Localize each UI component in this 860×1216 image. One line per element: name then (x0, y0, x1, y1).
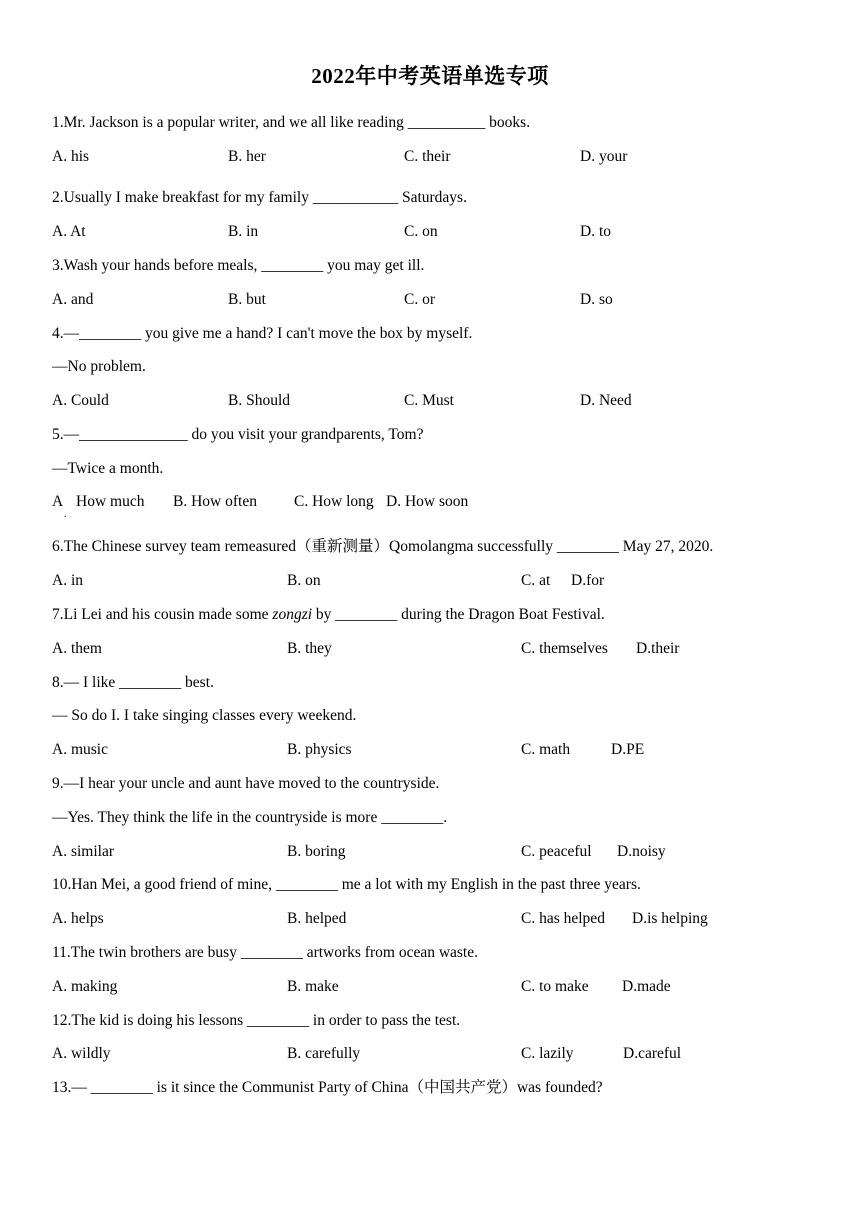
q7-stem-italic-word: zongzi (272, 606, 313, 623)
q4-option-b: B. Should (228, 392, 291, 409)
q4-option-c: C. Must (404, 392, 454, 409)
q11-option-b: B. make (287, 978, 339, 995)
q5-option-d: D. How soon (386, 493, 469, 510)
q7-stem-part-2: by ________ during the Dragon Boat Festival. (312, 606, 605, 623)
question-5-reply: —Twice a month. (52, 460, 164, 477)
q2-option-d: D. to (580, 223, 611, 240)
question-5-stem: 5.—______________ do you visit your grandparents, Tom? (52, 426, 424, 443)
q3-option-d: D. so (580, 291, 613, 308)
question-4-reply: —No problem. (52, 358, 146, 375)
question-6-stem: 6.The Chinese survey team remeasured（重新测量）Qomolangma successfully ________ May 27, 2020. (52, 538, 714, 555)
q11-option-c: C. to make (521, 978, 589, 995)
q2-option-a: A. At (52, 223, 86, 240)
q10-option-c: C. has helped (521, 910, 605, 927)
q4-option-a: A. Could (52, 392, 109, 409)
question-2-stem: 2.Usually I make breakfast for my family ___________ Saturdays. (52, 189, 467, 206)
q3-option-b: B. but (228, 291, 266, 308)
question-12-stem: 12.The kid is doing his lessons ________ in order to pass the test. (52, 1012, 461, 1029)
q6-option-a: A. in (52, 572, 83, 589)
q7-option-a: A. them (52, 640, 102, 657)
question-8-reply: — So do I. I take singing classes every weekend. (52, 707, 357, 724)
question-13-stem: 13.— ________ is it since the Communist Party of China（中国共产党）was founded? (52, 1079, 603, 1096)
q12-option-b: B. carefully (287, 1045, 361, 1062)
q9-option-b: B. boring (287, 843, 346, 860)
q5-option-a-letter: A (52, 493, 64, 510)
q7-option-c: C. themselves (521, 640, 608, 657)
q12-option-a: A. wildly (52, 1045, 111, 1062)
q5-option-b: B. How often (173, 493, 257, 510)
q9-option-d: D.noisy (617, 843, 666, 860)
question-4-stem: 4.—________ you give me a hand? I can't move the box by myself. (52, 325, 473, 342)
q10-option-b: B. helped (287, 910, 347, 927)
q1-option-b: B. her (228, 148, 266, 165)
question-10-stem: 10.Han Mei, a good friend of mine, ________ me a lot with my English in the past three years. (52, 876, 641, 893)
q10-option-a: A. helps (52, 910, 104, 927)
q9-option-a: A. similar (52, 843, 114, 860)
question-3-stem: 3.Wash your hands before meals, ________ you may get ill. (52, 257, 425, 274)
q8-option-c: C. math (521, 741, 571, 758)
q8-option-d: D.PE (611, 741, 645, 758)
q5-option-a-dot: . (64, 509, 67, 520)
q10-option-d: D.is helping (632, 910, 708, 927)
q1-option-c: C. their (404, 148, 451, 165)
q9-option-c: C. peaceful (521, 843, 592, 860)
q12-option-d: D.careful (623, 1045, 682, 1062)
q7-option-d: D.their (636, 640, 680, 657)
question-1-stem: 1.Mr. Jackson is a popular writer, and we all like reading __________ books. (52, 114, 531, 131)
q5-option-a: How much (76, 493, 145, 510)
page-title: 2022年中考英语单选专项 (311, 64, 549, 88)
q11-option-d: D.made (622, 978, 671, 995)
q8-option-b: B. physics (287, 741, 352, 758)
q11-option-a: A. making (52, 978, 118, 995)
q6-option-c: C. at (521, 572, 551, 589)
question-8-stem: 8.— I like ________ best. (52, 674, 214, 691)
question-9-stem: 9.—I hear your uncle and aunt have moved to the countryside. (52, 775, 440, 792)
q1-option-d: D. your (580, 148, 628, 165)
q2-option-c: C. on (404, 223, 438, 240)
q12-option-c: C. lazily (521, 1045, 574, 1062)
question-11-stem: 11.The twin brothers are busy ________ artworks from ocean waste. (52, 944, 478, 961)
q6-option-b: B. on (287, 572, 321, 589)
q4-option-d: D. Need (580, 392, 632, 409)
q7-option-b: B. they (287, 640, 332, 657)
q1-option-a: A. his (52, 148, 90, 165)
q3-option-a: A. and (52, 291, 94, 308)
q8-option-a: A. music (52, 741, 108, 758)
q5-option-c: C. How long (294, 493, 374, 510)
question-9-reply: —Yes. They think the life in the countryside is more ________. (52, 809, 448, 826)
q3-option-c: C. or (404, 291, 435, 308)
q7-stem-part-1: 7.Li Lei and his cousin made some (52, 606, 273, 623)
q6-option-d: D.for (571, 572, 605, 589)
question-7-stem (52, 605, 605, 625)
q2-option-b: B. in (228, 223, 259, 240)
